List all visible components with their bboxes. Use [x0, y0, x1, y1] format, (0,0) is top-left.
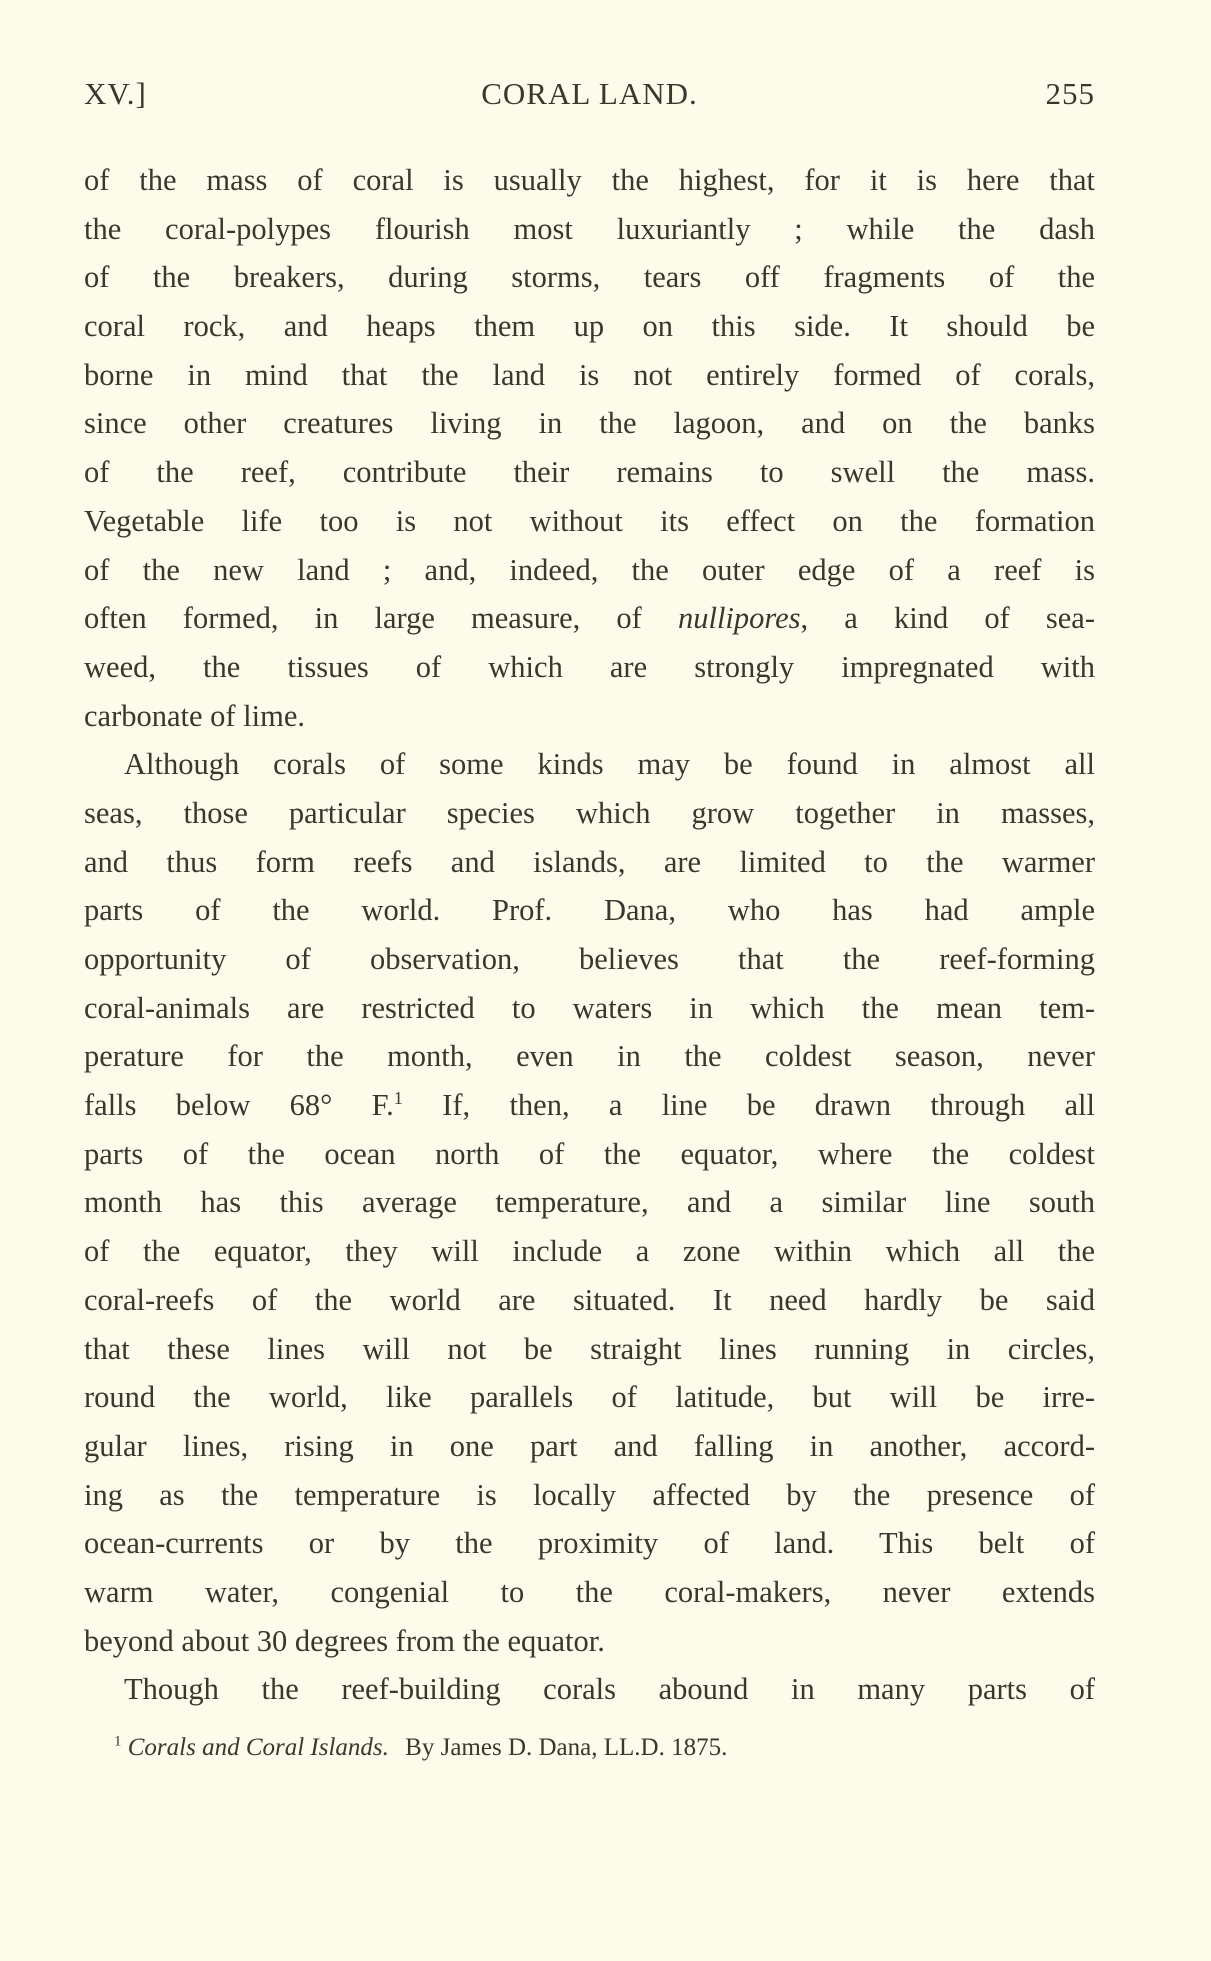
text-line [84, 643, 1095, 692]
footnote-title: Corals and Coral Islands. [127, 1734, 389, 1761]
text-line [84, 1519, 1095, 1568]
text-line [84, 984, 1095, 1033]
line-text: Vegetable life too is not without its effect on the formation [84, 503, 1095, 538]
line-text: that these lines will not be straight lines running in circles, [84, 1331, 1095, 1366]
footnote-text: By James D. Dana, LL.D. 1875. [405, 1734, 728, 1761]
line-text: seas, those particular species which grow together in masses, [84, 795, 1095, 830]
text-line [84, 935, 1095, 984]
text-line [84, 886, 1095, 935]
italic-term: nullipores [677, 601, 801, 636]
line-text: Although corals of some kinds may be found in almost all [124, 747, 1095, 782]
text-line [84, 497, 1095, 546]
text-line [84, 1130, 1095, 1179]
line-text: of the new land ; and, indeed, the outer edge of a reef is [84, 552, 1095, 587]
text-line [84, 1276, 1095, 1325]
text-line [84, 1665, 1095, 1714]
running-header [84, 76, 1095, 120]
text-line [84, 546, 1095, 595]
text-line [84, 1227, 1095, 1276]
text-line [84, 351, 1095, 400]
line-text: borne in mind that the land is not entirely formed of corals, [84, 357, 1095, 392]
line-text: gular lines, rising in one part and falling in another, accord- [84, 1428, 1095, 1463]
text-line [84, 740, 1095, 789]
body-text [84, 156, 1095, 1714]
line-text: warm water, congenial to the coral-makers, never extends [84, 1574, 1095, 1609]
text-line [84, 205, 1095, 254]
text-line [84, 1373, 1095, 1422]
line-text: opportunity of observation, believes that the reef-forming [84, 942, 1095, 976]
line-text: falls below 68° F. [84, 1088, 394, 1123]
text-line [84, 1032, 1095, 1081]
line-text: and thus form reefs and islands, are limited to the warmer [84, 844, 1095, 879]
text-line [84, 399, 1095, 448]
text-line [84, 1081, 1095, 1130]
line-text: coral rock, and heaps them up on this side. It should be [84, 309, 1095, 344]
line-text: of the mass of coral is usually the highest, for it is here that [84, 163, 1095, 197]
page-number: 255 [1045, 76, 1095, 111]
line-text: If, then, a line be drawn through all [402, 1088, 1095, 1123]
line-text: parts of the ocean north of the equator, where the coldest [84, 1136, 1095, 1171]
footnote-reference: 1 [393, 1087, 403, 1108]
line-text: Though the reef-building corals abound in many parts of [124, 1672, 1095, 1707]
text-line [84, 1325, 1095, 1374]
line-text: ocean-currents or by the proximity of land. This belt of [84, 1526, 1095, 1561]
chapter-number: XV.] [84, 76, 147, 111]
text-line [84, 302, 1095, 351]
text-line [84, 1568, 1095, 1617]
line-text: carbonate of lime. [84, 698, 306, 733]
text-line [84, 156, 1095, 205]
line-text: often formed, in large measure, of [84, 601, 678, 636]
line-text: perature for the month, even in the coldest season, never [84, 1039, 1095, 1074]
text-line [84, 1178, 1095, 1227]
text-line [84, 594, 1095, 643]
text-line [84, 1617, 1095, 1666]
text-line [84, 692, 1095, 741]
line-text: month has this average temperature, and a similar line south [84, 1185, 1095, 1220]
line-text: round the world, like parallels of latitude, but will be irre- [84, 1380, 1095, 1415]
line-text: of the equator, they will include a zone within which all the [84, 1234, 1095, 1269]
footnote-marker: 1 [114, 1733, 122, 1750]
line-text: coral-reefs of the world are situated. It need hardly be said [84, 1282, 1095, 1317]
text-line [84, 1422, 1095, 1471]
line-text: of the breakers, during storms, tears off fragments of the [84, 260, 1095, 295]
line-text: since other creatures living in the lagoon, and on the banks [84, 406, 1095, 441]
line-text: weed, the tissues of which are strongly impregnated with [84, 649, 1095, 684]
line-text: of the reef, contribute their remains to swell the mass. [84, 455, 1095, 490]
text-line [84, 1471, 1095, 1520]
text-line [84, 448, 1095, 497]
text-line [84, 789, 1095, 838]
text-line [84, 838, 1095, 887]
line-text: the coral-polypes flourish most luxuriantly ; while the dash [84, 211, 1095, 246]
footnote [114, 1730, 1014, 1766]
line-text: ing as the temperature is locally affected by the presence of [84, 1477, 1095, 1512]
line-text: beyond about 30 degrees from the equator. [84, 1623, 605, 1658]
line-text: coral-animals are restricted to waters in which the mean tem- [84, 990, 1095, 1025]
line-text: parts of the world. Prof. Dana, who has had ample [84, 893, 1095, 928]
text-line [84, 253, 1095, 302]
running-title: CORAL LAND. [481, 76, 698, 111]
line-text: , a kind of sea- [800, 601, 1095, 636]
